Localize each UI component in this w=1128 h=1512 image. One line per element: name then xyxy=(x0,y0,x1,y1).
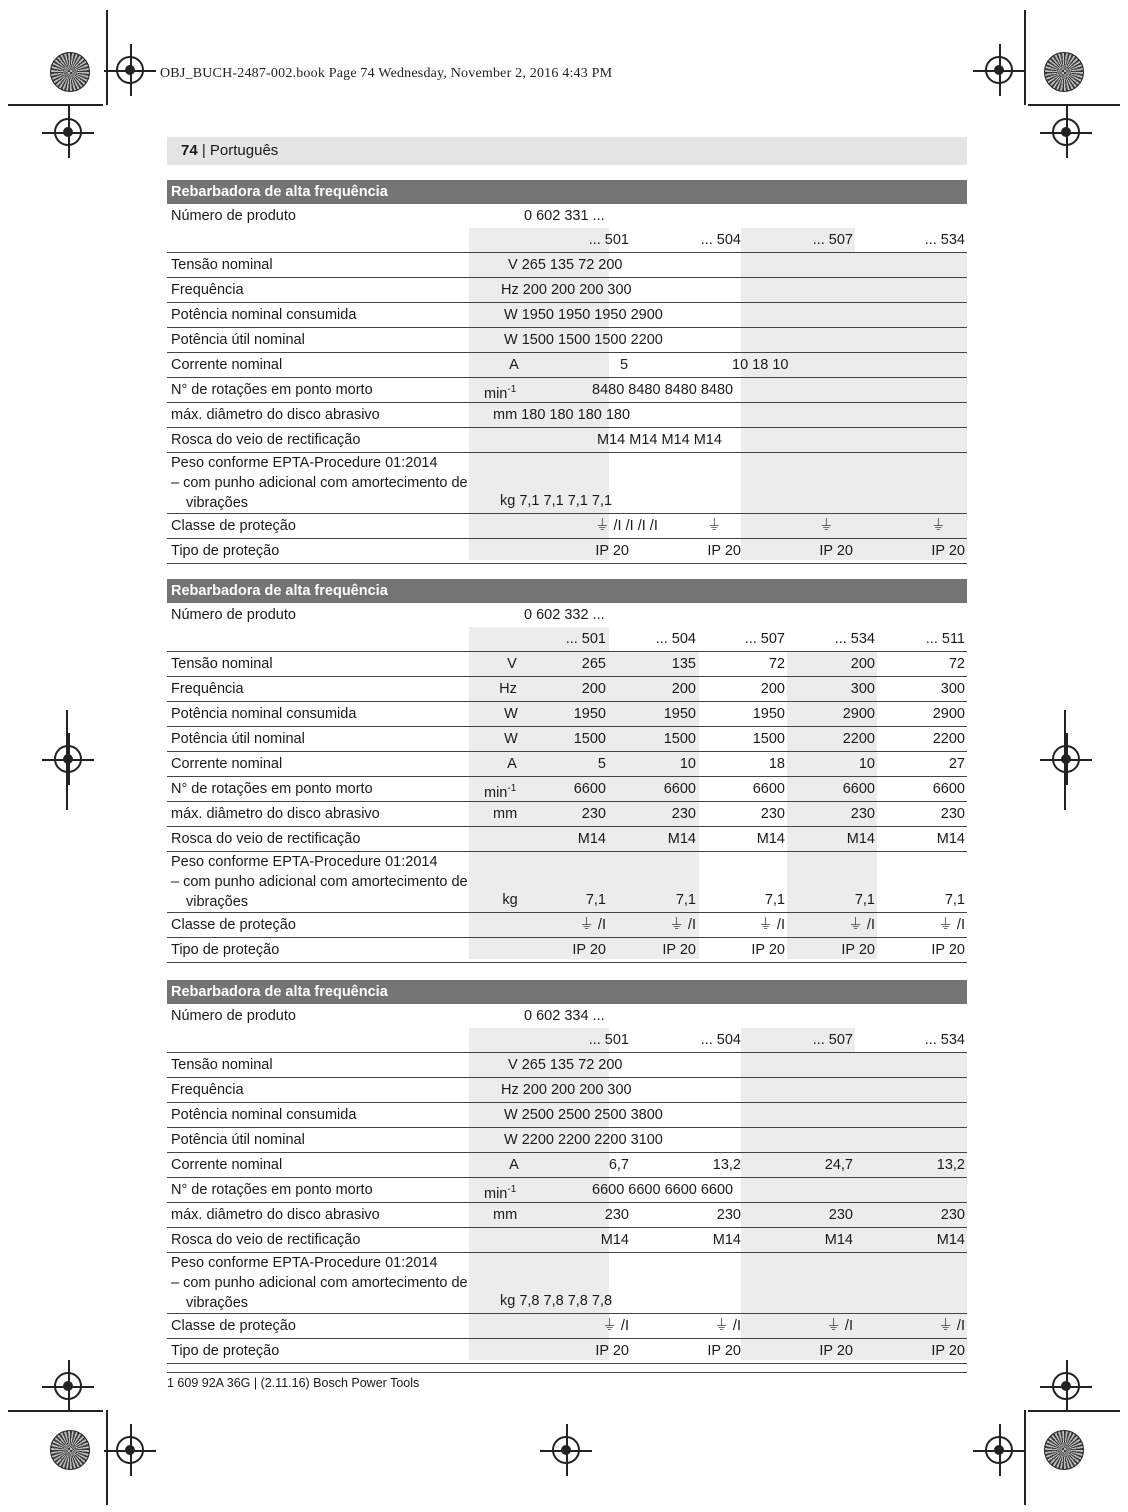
table-row: Potência útil nominal W 2200 2200 2200 3100 xyxy=(167,1128,967,1153)
protection-class-icon: ⏚ /I xyxy=(669,917,696,933)
table-row: Rosca do veio de rectificação M14 M14 M14 M14 xyxy=(167,1228,967,1253)
page-language: Português xyxy=(209,142,279,159)
protection-class-icon: ⏚ /I xyxy=(602,1318,629,1334)
protection-class-icon: ⏚ /I xyxy=(714,1318,741,1334)
table-row: Número de produto 0 602 332 ... xyxy=(167,603,967,627)
table-title: Rebarbadora de alta frequência xyxy=(167,579,967,603)
table-row: Corrente nominal A 5 10 18 10 27 xyxy=(167,752,967,777)
color-target-icon xyxy=(1044,52,1084,92)
registration-mark-icon xyxy=(54,1372,82,1400)
product-number: 0 602 331 ... xyxy=(524,208,605,224)
registration-mark-icon xyxy=(1052,1372,1080,1400)
table-row: N° de rotações em ponto morto $\min^{-1}$ 6600 6600 6600 6600 6600 xyxy=(167,777,967,802)
table-row: Tensão nominal V 265 135 72 200 xyxy=(167,1053,967,1078)
spec-table-0602332 xyxy=(167,579,967,963)
protection-class-icon: ⏚ /I xyxy=(758,917,785,933)
table-row: máx. diâmetro do disco abrasivo mm 180 180 180 180 xyxy=(167,403,967,428)
protection-class-icon: ⏚ /I xyxy=(848,917,875,933)
registration-mark-icon xyxy=(1052,745,1080,773)
table-row: Número de produto 0 602 334 ... xyxy=(167,1004,967,1028)
table-row: Rosca do veio de rectificação M14 M14 M14 M14 M14 xyxy=(167,827,967,852)
table-row: Classe de proteção ⏚ /I /I /I /I ⏚ ⏚ ⏚ xyxy=(167,514,967,539)
page-header: 74 | Português xyxy=(167,137,967,165)
table-row: Potência útil nominal W 1500 1500 1500 2200 2200 xyxy=(167,727,967,752)
table-row: Classe de proteção ⏚ /I ⏚ /I ⏚ /I ⏚ /I ⏚ /I xyxy=(167,913,967,938)
protection-class-icon: ⏚ /I /I /I /I xyxy=(595,518,658,534)
protection-class-icon: ⏚ /I xyxy=(938,917,965,933)
registration-mark-icon xyxy=(116,1436,144,1464)
crop-line xyxy=(1024,1410,1026,1505)
table-row: ... 501 ... 504 ... 507 ... 534 xyxy=(167,1028,967,1053)
table-row: Potência útil nominal W 1500 1500 1500 2200 xyxy=(167,328,967,353)
color-target-icon xyxy=(50,52,90,92)
table-row: Corrente nominal A 5 10 18 10 xyxy=(167,353,967,378)
table-row: Tipo de proteção IP 20 IP 20 IP 20 IP 20 xyxy=(167,1339,967,1364)
table-row: Número de produto 0 602 331 ... xyxy=(167,204,967,228)
table-row: Frequência Hz 200 200 200 300 xyxy=(167,278,967,303)
product-number: 0 602 334 ... xyxy=(524,1008,605,1024)
table-row: máx. diâmetro do disco abrasivo mm 230 230 230 230 230 xyxy=(167,802,967,827)
table-row: Frequência Hz 200 200 200 300 xyxy=(167,1078,967,1103)
table-row: Peso conforme EPTA-Procedure 01:2014 – com punho adicional com amortecimento de vibrações kg 7,1 7,1 7,1 7,1 xyxy=(167,453,967,514)
table-title: Rebarbadora de alta frequência xyxy=(167,180,967,204)
page-number: 74 xyxy=(181,142,198,159)
table-row: máx. diâmetro do disco abrasivo mm 230 230 230 230 xyxy=(167,1203,967,1228)
table-row: Tensão nominal V 265 135 72 200 72 xyxy=(167,652,967,677)
color-target-icon xyxy=(50,1430,90,1470)
table-row: Rosca do veio de rectificação M14 M14 M14 M14 xyxy=(167,428,967,453)
table-row: ... 501 ... 504 ... 507 ... 534 xyxy=(167,228,967,253)
protection-class-icon: ⏚ /I xyxy=(826,1318,853,1334)
registration-mark-icon xyxy=(985,1436,1013,1464)
print-header: OBJ_BUCH-2487-002.book Page 74 Wednesday, November 2, 2016 4:43 PM xyxy=(160,66,613,81)
registration-mark-icon xyxy=(985,56,1013,84)
protection-class-icon: ⏚ xyxy=(819,518,834,534)
table-title: Rebarbadora de alta frequência xyxy=(167,980,967,1004)
registration-mark-icon xyxy=(54,118,82,146)
table-row: Potência nominal consumida W 1950 1950 1950 2900 2900 xyxy=(167,702,967,727)
table-row: Classe de proteção ⏚ /I ⏚ /I ⏚ /I ⏚ /I xyxy=(167,1314,967,1339)
table-row: Frequência Hz 200 200 200 300 300 xyxy=(167,677,967,702)
product-number: 0 602 332 ... xyxy=(524,607,605,623)
crop-line xyxy=(8,104,103,106)
crop-line xyxy=(8,1410,103,1412)
table-row: Peso conforme EPTA-Procedure 01:2014 – com punho adicional com amortecimento de vibrações kg 7,1 7,1 7,1 7,1 7,1 xyxy=(167,852,967,913)
protection-class-icon: ⏚ /I xyxy=(938,1318,965,1334)
protection-class-icon: ⏚ xyxy=(707,518,722,534)
spec-table-0602331 xyxy=(167,180,967,564)
spec-table-0602334 xyxy=(167,980,967,1364)
table-row: Tipo de proteção IP 20 IP 20 IP 20 IP 20 IP 20 xyxy=(167,938,967,963)
crop-line xyxy=(1028,1410,1120,1412)
protection-class-icon: ⏚ /I xyxy=(579,917,606,933)
table-row: Tensão nominal V 265 135 72 200 xyxy=(167,253,967,278)
crop-line xyxy=(1028,104,1120,106)
protection-class-icon: ⏚ xyxy=(931,518,946,534)
registration-mark-icon xyxy=(1052,118,1080,146)
table-row: N° de rotações em ponto morto $\min^{-1}$ 8480 8480 8480 8480 xyxy=(167,378,967,403)
crop-line xyxy=(106,10,108,105)
footer-divider xyxy=(167,1372,967,1373)
table-row: N° de rotações em ponto morto $\min^{-1}$ 6600 6600 6600 6600 xyxy=(167,1178,967,1203)
table-row: ... 501 ... 504 ... 507 ... 534 ... 511 xyxy=(167,627,967,652)
table-row: Peso conforme EPTA-Procedure 01:2014 – com punho adicional com amortecimento de vibrações kg 7,8 7,8 7,8 7,8 xyxy=(167,1253,967,1314)
registration-mark-icon xyxy=(54,745,82,773)
table-row: Potência nominal consumida W 2500 2500 2500 3800 xyxy=(167,1103,967,1128)
table-row: Potência nominal consumida W 1950 1950 1950 2900 xyxy=(167,303,967,328)
crop-line xyxy=(1024,10,1026,105)
page-footer: 1 609 92A 36G | (2.11.16) Bosch Power Tools xyxy=(167,1376,420,1390)
table-row: Corrente nominal A 6,7 13,2 24,7 13,2 xyxy=(167,1153,967,1178)
color-target-icon xyxy=(1044,1430,1084,1470)
registration-mark-icon xyxy=(116,56,144,84)
table-row: Tipo de proteção IP 20 IP 20 IP 20 IP 20 xyxy=(167,539,967,564)
crop-line xyxy=(106,1410,108,1505)
registration-mark-icon xyxy=(552,1436,580,1464)
